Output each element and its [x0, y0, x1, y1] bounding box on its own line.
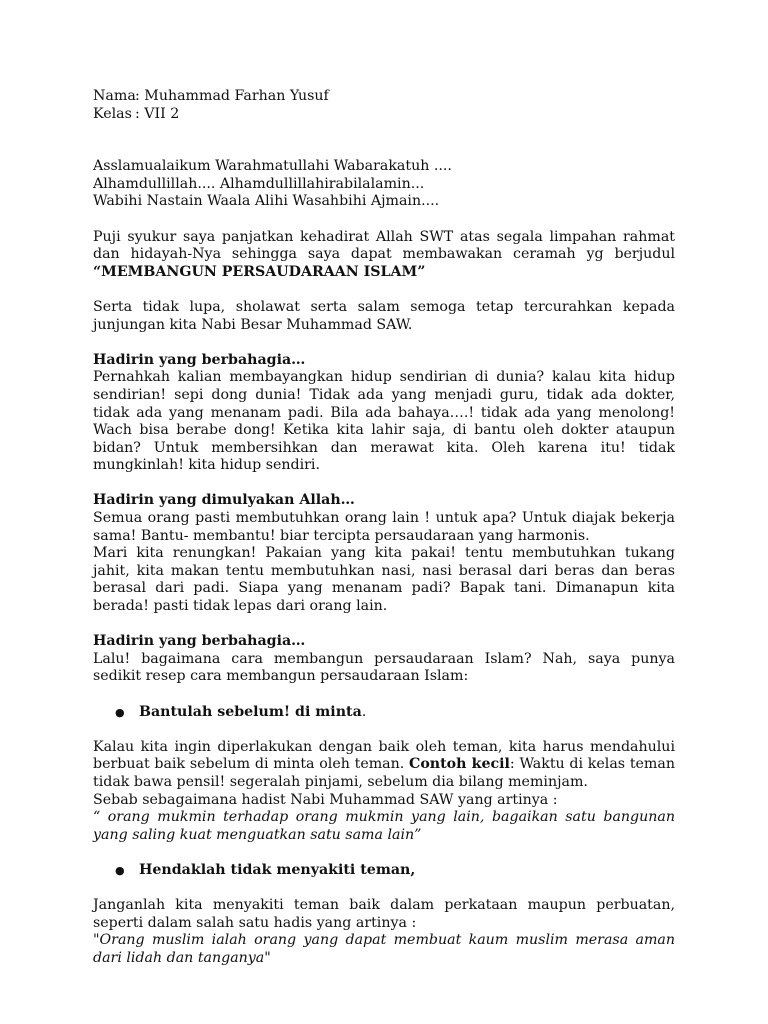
bullet-1-title: Bantulah sebelum! di minta: [139, 703, 362, 720]
bullet-item-1: [93, 704, 675, 722]
name-label: Nama: [93, 88, 136, 104]
opening-paragraph: [93, 229, 675, 282]
bullet-dot-icon: ●: [115, 863, 125, 877]
section-3-heading: Hadirin yang berbahagia…: [93, 633, 306, 650]
bullet-1-text-b: : Waktu di kelas teman tidak bawa pensil! segeralah pinjami, sebelum dia bilang meminjam.: [93, 756, 675, 790]
class-value: : VII 2: [135, 105, 180, 122]
bullet-dot-icon: ●: [115, 705, 125, 719]
speech-title: “MEMBANGUN PERSAUDARAAN ISLAM”: [93, 263, 426, 280]
bullet-item-2: [93, 862, 675, 880]
section-2-body-1: Semua orang pasti membutuhkan orang lain ! untuk apa? Untuk diajak bekerja sama! Bantu- membantu! biar tercipta persaudaraan yang harmonis.: [93, 510, 675, 544]
class-row: [93, 106, 675, 124]
bullet-1-text-a: Kalau kita ingin diperlakukan dengan baik oleh teman, kita harus mendahului berbuat baik sebelum di minta oleh teman.: [93, 738, 675, 773]
sholawat-paragraph: Serta tidak lupa, sholawat serta salam semoga tetap tercurahkan kepada junjungan kita Nabi Besar Muhammad SAW.: [93, 298, 675, 333]
hadith-1-intro: Sebab sebagaimana hadist Nabi Muhammad SAW yang artinya :: [93, 791, 558, 808]
greeting-line-3: Wabihi Nastain Waala Alihi Wasahbihi Ajmain....: [93, 193, 440, 210]
hadith-2-quote: "Orang muslim ialah orang yang dapat membuat kaum muslim merasa aman dari lidah dan tanganya": [93, 932, 675, 966]
example-label: Contoh kecil: [409, 756, 510, 773]
bullet-2-title: Hendaklah tidak menyakiti teman,: [139, 861, 416, 878]
class-label: Kelas: [93, 105, 132, 122]
opening-text: Puji syukur saya panjatkan kehadirat Allah SWT atas segala limpahan rahmat dan hidayah-Nya sehingga saya dapat membawakan ceramah yg berjudul: [93, 228, 675, 263]
bullet-1-paragraph: [93, 739, 675, 792]
section-2-heading: Hadirin yang dimulyakan Allah…: [93, 492, 355, 509]
section-2-body-2: Mari kita renungkan! Pakaian yang kita pakai! tentu membutuhkan tukang jahit, kita makan tentu membutuhkan nasi, nasi berasal dari beras dan beras berasal dari padi. Siapa yang menanam padi? Bapak tani. Dimanapun kita berada! pasti tidak lepas dari orang lain.: [93, 545, 675, 615]
section-1-body: Pernahkah kalian membayangkan hidup sendirian di dunia? kalau kita hidup sendirian! sepi dong dunia! Tidak ada yang menjadi guru, tidak ada dokter, tidak ada yang menanam padi. Bila ada bahaya….! tidak ada yang menolong! Wach bisa berabe dong! Ketika kita lahir saja, di bantu oleh dokter ataupun bidan? Untuk membersihkan dan merawat kita. Oleh karena itu! tidak mungkinlah! kita hidup sendiri.: [93, 369, 675, 474]
name-value: : Muhammad Farhan Yusuf: [135, 88, 329, 104]
name-row: [93, 88, 675, 106]
hadith-1-quote: “ orang mukmin terhadap orang mukmin yang lain, bagaikan satu bangunan yang saling kuat menguatkan satu sama lain”: [93, 809, 675, 843]
greeting-line-1: Asslamualaikum Warahmatullahi Wabarakatuh ....: [93, 158, 452, 175]
section-3-body: Lalu! bagaimana cara membangun persaudaraan Islam? Nah, saya punya sedikit resep cara membangun persaudaraan Islam:: [93, 650, 675, 685]
bullet-1-title-end: .: [361, 703, 367, 720]
section-1-heading: Hadirin yang berbahagia…: [93, 351, 306, 368]
document-body: [93, 88, 675, 968]
bullet-2-paragraph: Janganlah kita menyakiti teman baik dalam perkataan maupun perbuatan, seperti dalam salah satu hadis yang artinya :: [93, 897, 675, 931]
greeting-line-2: Alhamdullillah.... Alhamdullillahirabilalamin...: [93, 175, 425, 192]
